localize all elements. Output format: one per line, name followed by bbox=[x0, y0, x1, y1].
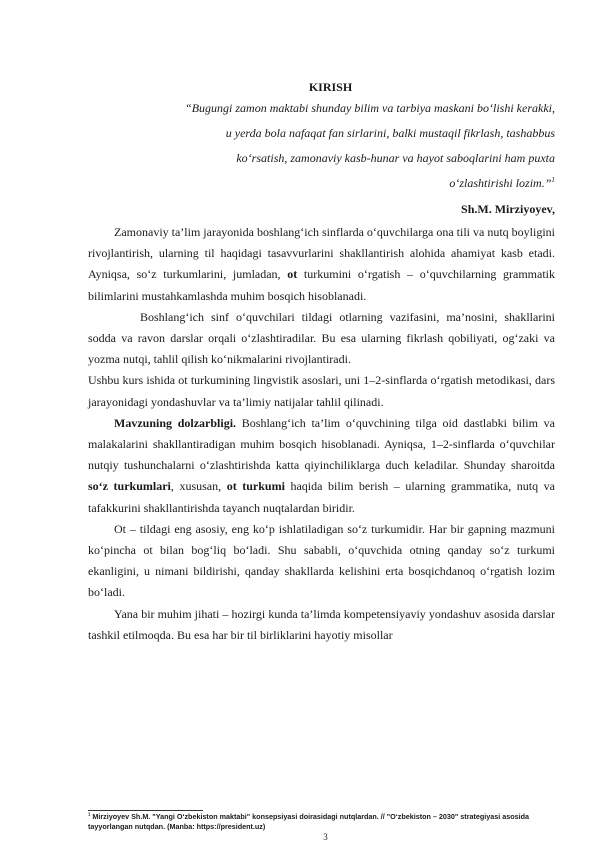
relevance-lead: Mavzuning dolzarbligi. bbox=[114, 415, 237, 430]
footnote-mark: 1 bbox=[88, 811, 91, 817]
paragraph-text: turkumini o‘rgatish – o‘quvchilarning grammatik bilimlarini mustahkamlashda muhim bosqich hisoblanadi. bbox=[88, 267, 556, 303]
epigraph-line bbox=[88, 171, 555, 196]
bold-term: ot bbox=[287, 267, 298, 282]
footnote-reference[interactable]: 1 bbox=[551, 176, 555, 184]
page-body bbox=[88, 78, 555, 646]
bold-term: ot turkumi bbox=[226, 479, 285, 494]
epigraph-line: “Bugungi zamon maktabi shunday bilim va tarbiya maskani bo‘lishi kerakki, bbox=[185, 101, 555, 115]
bold-term: so‘z turkumlari bbox=[88, 479, 171, 494]
footnote-divider bbox=[88, 810, 203, 811]
paragraph-6: Yana bir muhim jihati – hozirgi kunda ta’limda kompetensiyaviy yondashuv asosida darslar tashkil etilmoqda. Bu esa har bir til birliklarini hayotiy misollar bbox=[88, 606, 555, 642]
paragraph-3: Ushbu kurs ishida ot turkumining lingvistik asoslari, uni 1–2-sinflarda o‘rgatish metodikasi, dars jarayonidagi yondashuvlar va ta’limiy natijalar tahlil qilinadi. bbox=[88, 373, 555, 409]
paragraph-text: , xususan, bbox=[170, 479, 227, 494]
paragraph-1 bbox=[88, 222, 555, 307]
paragraph-text: Zamonaviy ta’lim jarayonida boshlang‘ich sinflarda o‘quvchilarga ona tili va nutq boyligini rivojlantirish, ularning til haqidagi tasavvurlarini shakllantirish alohida ahamiyat kasb etadi. Ayniqsa, so‘z turkumlarini, jumladan, bbox=[88, 225, 555, 282]
epigraph-last-line: o‘zlashtirishi lozim.” bbox=[449, 176, 552, 190]
paragraph-5: Ot – tildagi eng asosiy, eng ko‘p ishlatiladigan so‘z turkumidir. Har bir gapning mazmuni ko‘pincha ot bilan bog‘liq bo‘ladi. Shu sababli, o‘quvchida otning qanday so‘z turkumi ekanligini, u nimani bildirishi, qanday shakllarda kelishini erta bosqichdanoq o‘rgatish lozim bo‘ladi. bbox=[88, 521, 555, 600]
epigraph-line: u yerda bola nafaqat fan sirlarini, balki mustaqil fikrlash, tashabbus bbox=[225, 126, 555, 140]
footnote-text: Mirziyoyev Sh.M. "Yangi O‘zbekiston maktabi" konsepsiyasi doirasidagi nutqlardan. // "O‘zbekiston – 2030" strategiyasi asosida tayyorlangan nutqdan. (Manba: https://president.uz) bbox=[88, 812, 530, 831]
paragraph-relevance bbox=[88, 413, 555, 519]
epigraph-author: Sh.M. Mirziyoyev, bbox=[461, 202, 555, 216]
paragraph-text: Boshlang‘ich ta’lim o‘quvchining tilga oid dastlabki bilim va malakalarini shakllantiradigan muhim bosqich hisoblanadi. Ayniqsa, 1–2-sinflarda o‘quvchilar nutqiy tushunchalarni o‘zlashtirishda katta qiyinchiliklarga duch keladilar. Shunday sharoitda bbox=[88, 415, 556, 473]
epigraph bbox=[88, 96, 555, 222]
paragraph-2: Boshlang‘ich sinf o‘quvchilari tildagi otlarning vazifasini, ma’nosini, shakllarini sodda va ravon darslar orqali o‘zlashtiradilar. Bu esa ularning fikrlash qobiliyati, og‘zaki va yozma nutqi, tahlil qilish ko‘nikmalarini rivojlantiradi. bbox=[88, 309, 555, 367]
page-number: 3 bbox=[323, 832, 328, 842]
epigraph-line: ko‘rsatish, zamonaviy kasb-hunar va hayot saboqlarini ham puxta bbox=[236, 151, 555, 165]
section-heading: KIRISH bbox=[308, 80, 353, 94]
paragraph-text: haqida bilim berish – ularning grammatika, nutq va tafakkurini shakllantirishda tayanch nuqtalardan biridir. bbox=[88, 479, 556, 515]
footnote bbox=[88, 812, 558, 832]
